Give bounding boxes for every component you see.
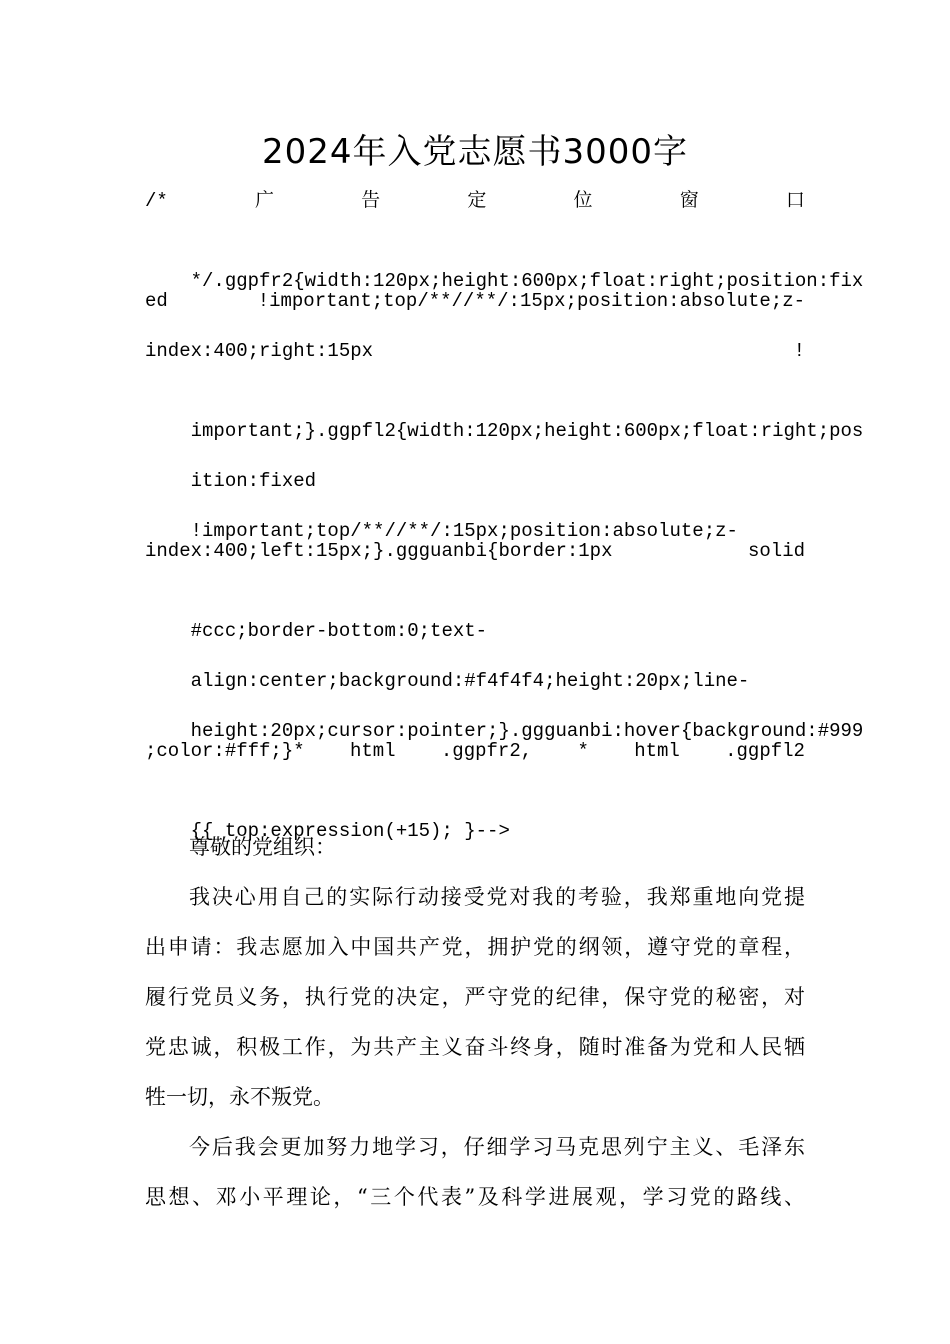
code-line — [145, 186, 805, 216]
paragraph-line: 出申请：我志愿加入中国共产党，拥护党的纲领，遵守党的章程， — [145, 935, 805, 959]
code-line — [145, 486, 805, 542]
code-line — [145, 636, 805, 692]
code-line — [145, 386, 864, 442]
code-token: ! — [793, 340, 805, 362]
code-token: ed — [145, 290, 168, 312]
code-token: html — [634, 740, 680, 762]
code-line — [145, 236, 864, 292]
code-line — [145, 586, 805, 642]
paragraph-line: 牲一切，永不叛党。 — [145, 1085, 334, 1109]
document-title: 2024年入党志愿书3000字 — [261, 132, 689, 172]
code-token: 广 — [254, 190, 274, 212]
code-token: ition:fixed — [190, 470, 317, 492]
code-token: index:400;left:15px;}.ggguanbi{border:1px — [145, 540, 613, 562]
paragraph-line: 党忠诚，积极工作，为共产主义奋斗终身，随时准备为党和人民牺 — [145, 1035, 805, 1059]
code-line — [145, 436, 805, 492]
code-line — [145, 336, 805, 366]
code-token: */.ggpfr2{width:120px;height:600px;float:right;position:fix — [190, 270, 864, 292]
code-line — [145, 686, 864, 742]
salutation: 尊敬的党组织： — [189, 835, 336, 859]
code-token: !important;top/**//**/:15px;position:absolute;z- — [190, 520, 738, 542]
paragraph-line: 思想、邓小平理论，“三个代表”及科学进展观，学习党的路线、 — [145, 1185, 805, 1209]
code-line — [145, 536, 805, 566]
code-token: 位 — [573, 190, 593, 212]
code-token: 告 — [361, 190, 381, 212]
code-token: html — [349, 740, 396, 762]
code-token: 窗 — [679, 190, 699, 212]
code-token: .ggpfr2, — [440, 740, 533, 762]
code-token: ;color:#fff;}* — [145, 740, 305, 762]
code-token: 口 — [785, 190, 805, 212]
code-token: height:20px;cursor:pointer;}.ggguanbi:hover{background:#999 — [190, 720, 864, 742]
code-token: !important;top/**//**/:15px;position:absolute;z- — [257, 290, 805, 312]
code-token: /* — [145, 190, 168, 212]
code-token: 定 — [467, 190, 487, 212]
paragraph-line: 今后我会更加努力地学习，仔细学习马克思列宁主义、毛泽东 — [189, 1135, 805, 1159]
code-line — [145, 286, 805, 316]
code-line — [145, 786, 805, 842]
code-token: .ggpfl2 — [725, 740, 805, 762]
code-token: important;}.ggpfl2{width:120px;height:600px;float:right;pos — [190, 420, 864, 442]
code-token: #ccc;border-bottom:0;text- — [190, 620, 488, 642]
code-token: * — [577, 740, 589, 762]
code-token: index:400;right:15px — [145, 340, 374, 362]
code-token: {{ top:expression(+15); }--> — [190, 820, 510, 842]
code-token: align:center;background:#f4f4f4;height:20px;line- — [190, 670, 750, 692]
code-token: solid — [747, 540, 805, 562]
paragraph-line: 我决心用自己的实际行动接受党对我的考验，我郑重地向党提 — [189, 885, 805, 909]
code-line — [145, 736, 805, 766]
paragraph-line: 履行党员义务，执行党的决定，严守党的纪律，保守党的秘密，对 — [145, 985, 805, 1009]
